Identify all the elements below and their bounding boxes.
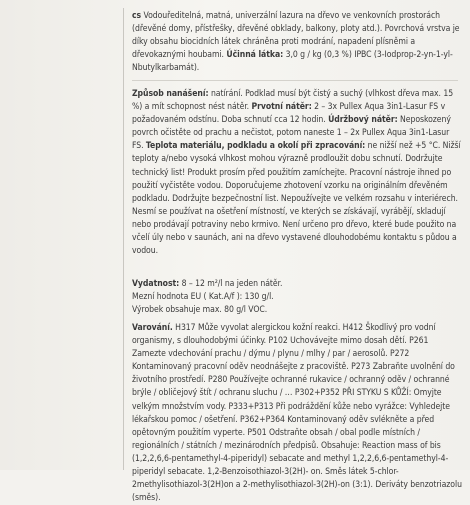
eu-limit-text: Mezní hodnota EU ( Kat.A/f ): 130 g/l. — [132, 292, 274, 303]
warning-text: H317 Může vyvolat alergickou kožní reakci. H412 Škodlivý pro vodní organismy, s dlouhodobými účinky. P102 Uchovávejte mimo dosah dětí. P261 Zamezte vdechování prachu / dýmu / plynu / mlhy / par / aerosolů. P272 Kontaminovaný pracovní oděv neodnášejte z pracoviště. P273 Zabraňte uvolnění do životního prostředí. P280 Používejte ochranné rukavice / ochranný oděv / ochranné brýle / obličejový štít / ochranu sluchu / … P302+P352 PŘI STYKU S KŮŽÍ: Omyjte velkým množstvím vody. P333+P313 Při podráždění kůže nebo vyrážce: Vyhledejte lékařskou pomoc / ošetření. P362+P364 Kontaminovaný oděv svlékněte a před opětovným použitím vyperte. P501 Odstraňte obsah / obal podle místních / regionálních / státních / mezinárodních předpisů. Obsahuje: Reaction mass of bis (1,2,2,6,6-pentamethyl-4-piperidyl) sebacate and methyl 1,2,2,6,6-pentamethyl-4-piperidyl sebacate. 1,2-Benzoisothiazol-3(2H)- on. Směs látek 5-chlor-2methylisothiazol-3(2H)on a 2-methylisothiazol-3(2H)-on (3:1). Deriváty benzotriazolu (směs). — [132, 323, 462, 504]
intro-section — [132, 10, 462, 75]
temperature-label: Teplota materiálu, podkladu a okolí při zpracování: — [145, 141, 366, 152]
language-code: cs — [132, 11, 142, 21]
active-substance-text: 3,0 g / kg (0,3 %) IPBC (3-Iodprop-2-yn-1-yl-Nbutylkarbamát). — [132, 50, 453, 74]
maintenance-text: Neposkozený povrch očistěte od prachu a nečistot, potom naneste 1 – 2x Pullex Aqua 3in1-Lasur FS. — [132, 115, 451, 152]
yield-text: 8 – 12 m²/l na jeden nátěr. — [181, 279, 283, 289]
application-label: Způsob nanášení: — [132, 89, 209, 99]
first-coat-text: 2 – 3x Pullex Aqua 3in1-Lasur FS v požadovaném odstínu. Doba schnutí cca 12 hodin. — [132, 102, 446, 126]
intro-text: Vodouředitelná, matná, univerzální lazura na dřevo ve venkovních prostorách (dřevěné domy, přístřešky, dřevěné obklady, balkony, ploty atd.). Povrchová vrstva je díky obsahu biocidních látek chráněna proti modrání, napadení plísněmi a dřevokaznými houbami. — [132, 11, 460, 61]
active-substance-label: Účinná látka: — [226, 50, 284, 61]
first-coat-label: Prvotní nátěr: — [251, 102, 312, 113]
warning-label: Varování. — [132, 323, 173, 333]
section-divider — [132, 80, 458, 81]
application-section — [132, 88, 462, 258]
voc-text: Výrobek obsahuje max. 80 g/l VOC. — [132, 305, 268, 316]
application-text: natírání. Podklad musí být čistý a suchý (vlhkost dřeva max. 15 %) a mít schopnost nést nátěr. — [132, 89, 454, 113]
yield-label: Vydatnost: — [132, 279, 180, 289]
maintenance-label: Údržbový nátěr: — [328, 115, 398, 126]
temperature-text: ne nižší než +5 °C. Nižší teploty a/nebo vysoká vlhkost mohou výrazně prodloužit dobu schnutí. Dodržujte technický list! Produkt prosím před použitím zamíchejte. Pracovní nástroje ihned po použití vyčistěte vodou. Doporučujeme zhotovení vzorku na originálním dřevěném podkladu. Dodržujte bezpečnostní list. Nepoužívejte ve velkém rozsahu v interiérech. Nesmí se používat na ošetření místností, ve kterých se získávají, vyrábějí, skladují nebo prodávají potraviny nebo krmivo. Není určeno pro dřevo, které bude použito na včelí úly nebo v saunách, ani na dřevo vystavené dlouhodobému kontaktu s půdou a vodou. — [132, 141, 461, 257]
warning-section — [132, 322, 462, 505]
specs-section — [132, 278, 462, 317]
column-divider — [123, 8, 124, 470]
